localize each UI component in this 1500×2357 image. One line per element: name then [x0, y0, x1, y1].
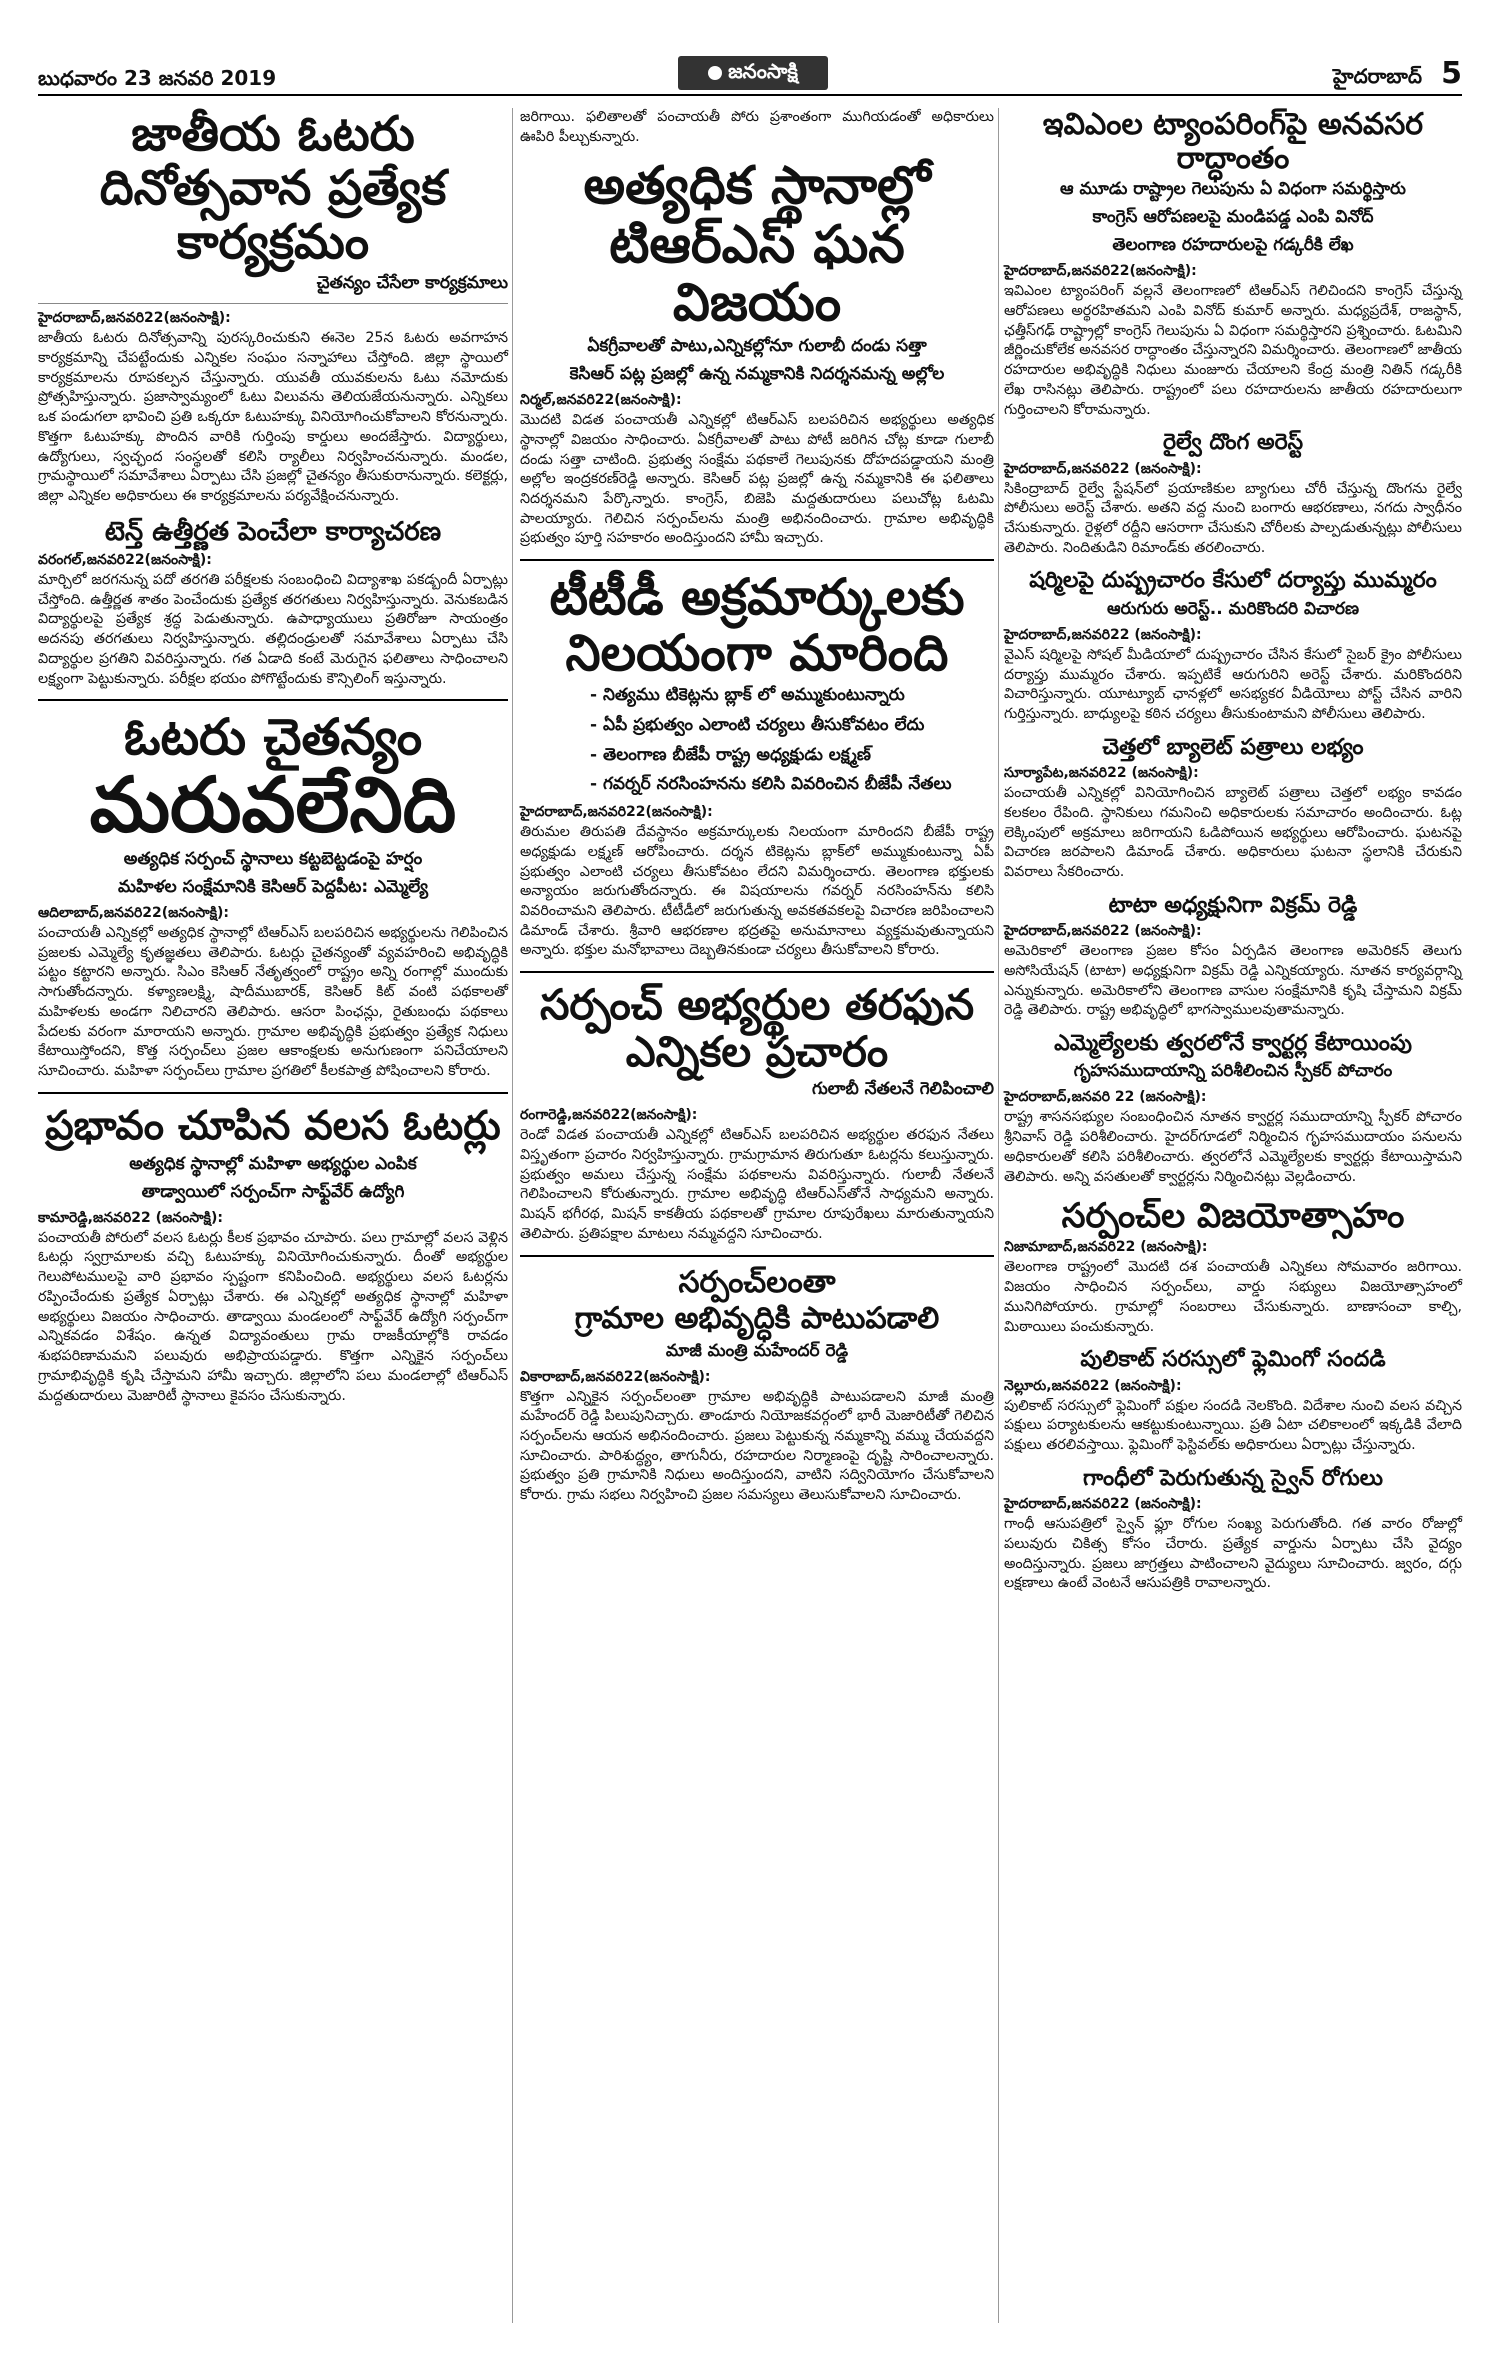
- highlight-item: - ఏపీ ప్రభుత్వం ఎలాంటి చర్యలు తీసుకోవటం లేదు: [590, 711, 994, 741]
- article-evm: [1004, 108, 1462, 420]
- article-body: తెలంగాణ రాష్ట్రంలో మొదటి దశ పంచాయతీ ఎన్నికలు సోమవారం జరిగాయి. విజయం సాధించిన సర్పంచ్‌లు, వార్డు సభ్యులు విజయోత్సాహంలో మునిగిపోయారు. గ్రామాల్లో సంబరాలు చేసుకున్నారు. బాణాసంచా కాల్చి, మిఠాయిలు పంచుకున్నారు.: [1004, 1259, 1462, 1335]
- dateline: హైదరాబాద్,జనవరి22 (జనంసాక్షి):: [1004, 626, 1202, 643]
- highlight-item: - నిత్యము టికెట్లను బ్లాక్ లో అమ్ముకుంటున్నారు: [590, 681, 994, 711]
- column-1: [38, 108, 508, 1416]
- highlight-item: - తెలంగాణ బీజేపీ రాష్ట్ర అధ్యక్షుడు లక్ష్మణ్: [590, 741, 994, 771]
- article-headline: టాటా అధ్యక్షునిగా విక్రమ్ రెడ్డి: [1108, 892, 1358, 918]
- dateline: కామారెడ్డి,జనవరి22 (జనంసాక్షి):: [38, 1209, 223, 1226]
- article-body: రాష్ట్ర శాసనసభ్యుల సంబంధించిన నూతన క్వార్టర్ల సముదాయాన్ని స్పీకర్ పోచారం శ్రీనివాస్ రెడ్డి పరిశీలించారు. హైదర్‌గూడలో నిర్మించిన గృహసముదాయం పనులను అధికారులతో కలిసి పరిశీలించారు. త్వరలోనే ఎమ్మెల్యేలకు క్వార్టర్లు కేటాయిస్తామని తెలిపారు. అన్ని వసతులతో క్వార్టర్లను నిర్మించినట్లు వెల్లడించారు.: [1004, 1109, 1462, 1185]
- article-subhead: ఆ మూడు రాష్ట్రాల గెలుపును ఏ విధంగా సమర్థిస్తారు: [1060, 179, 1406, 200]
- dateline: హైదరాబాద్,జనవరి22 (జనంసాక్షి):: [1004, 923, 1202, 940]
- article-headline: గాంధీలో పెరుగుతున్న స్వైన్ రోగులు: [1082, 1465, 1384, 1491]
- dateline: సూర్యాపేట,జనవరి22 (జనంసాక్షి):: [1004, 765, 1199, 782]
- issue-date: బుధవారం 23 జనవరి 2019: [38, 66, 277, 90]
- logo-text: జనంసాక్షి: [728, 58, 798, 83]
- dateline: నెల్లూరు,జనవరి22 (జనంసాక్షి):: [1004, 1377, 1182, 1394]
- article-subhead: మహిళల సంక్షేమానికి కెసిఆర్ పెద్దపీట: ఎమ్మెల్యే: [117, 877, 429, 898]
- dateline: వరంగల్,జనవరి22(జనంసాక్షి):: [38, 551, 212, 568]
- article-subhead: తాడ్వాయిలో సర్పంచ్‌గా సాఫ్ట్‌వేర్ ఉద్యోగి: [141, 1181, 405, 1202]
- article-trs-victory: [520, 157, 994, 549]
- article-headline: సర్పంచ్ అభ్యర్థుల తరఫున: [539, 980, 975, 1030]
- edition-city: హైదరాబాద్: [1332, 64, 1422, 88]
- article-body: వైఎస్ షర్మిలపై సోషల్ మీడియాలో దుష్ప్రచారం చేసిన కేసులో సైబర్ క్రైం పోలీసులు దర్యాప్తు ముమ్మరం చేశారు. ఇప్పటికే ఆరుగురిని అరెస్ట్ చేశారు. మరికొందరిని విచారిస్తున్నారు. యూట్యూబ్ ఛానళ్లలో అసభ్యకర వీడియోలు పోస్ట్ చేసిన వారిని గుర్తిస్తున్నారు. బాధ్యులపై కఠిన చర్యలు తీసుకుంటామని పోలీసులు తెలిపారు.: [1004, 646, 1462, 723]
- article-subhead: మాజీ మంత్రి మహేందర్ రెడ్డి: [665, 1340, 849, 1361]
- newspaper-logo: [678, 56, 828, 90]
- article-subhead: కాంగ్రెస్ ఆరోపణలపై మండిపడ్డ ఎంపి వినోద్: [1092, 207, 1374, 228]
- article-kicker: ఓటరు చైతన్యం: [123, 708, 423, 767]
- article-body: పంచాయతీ ఎన్నికల్లో అత్యధిక స్థానాల్లో టిఆర్ఎస్ బలపరిచిన అభ్యర్థులను గెలిపించిన ప్రజలకు ఎమ్మెల్యే కృతజ్ఞతలు తెలిపారు. ఓటర్లు చైతన్యంతో వ్యవహరించి అభివృద్ధికి పట్టం కట్టారని అన్నారు. సిఎం కెసిఆర్ నేతృత్వంలో రాష్ట్రం అన్ని రంగాల్లో ముందుకు సాగుతోందన్నారు. కళ్యాణలక్ష్మి, షాదీముబారక్, కెసిఆర్ కిట్ వంటి పథకాలతో మహిళలకు అండగా నిలిచారని తెలిపారు. ఆసరా పింఛన్లు, రైతుబంధు పథకాలు పేదలకు వరంగా మారాయని అన్నారు. గ్రామాల అభివృద్ధికి ప్రభుత్వం ప్రత్యేక నిధులు కేటాయిస్తోందని, కొత్త సర్పంచ్‌లు ప్రజల ఆకాంక్షలకు అనుగుణంగా పనిచేయాలని సూచించారు. మహిళా సర్పంచ్‌లు గ్రామాల ప్రగతిలో కీలకపాత్ర పోషించాలని కోరారు.: [38, 925, 508, 1080]
- column-3: [1004, 108, 1462, 1604]
- article-body: కొత్తగా ఎన్నికైన సర్పంచ్‌లంతా గ్రామాల అభివృద్ధికి పాటుపడాలని మాజీ మంత్రి మహేందర్ రెడ్డి పిలుపునిచ్చారు. తాండూరు నియోజకవర్గంలో భారీ మెజారిటీతో గెలిచిన సర్పంచ్‌లను ఆయన అభినందించారు. ప్రజలు పెట్టుకున్న నమ్మకాన్ని వమ్ము చేయవద్దని సూచించారు. పారిశుద్ధ్యం, తాగునీరు, రహదారుల నిర్మాణంపై దృష్టి సారించాలన్నారు. ప్రభుత్వం ప్రతి గ్రామానికి నిధులు అందిస్తుందని, వాటిని సద్వినియోగం చేసుకోవాలని కోరారు. గ్రామ సభలు నిర్వహించి ప్రజల సమస్యలు తెలుసుకోవాలని సూచించారు.: [520, 1388, 994, 1504]
- article-subhead: అత్యధిక స్థానాల్లో మహిళా అభ్యర్థుల ఎంపిక: [129, 1153, 417, 1174]
- article-railway-thief: [1004, 430, 1462, 558]
- article-headline: ఎన్నికల ప్రచారం: [625, 1027, 889, 1077]
- article-ttd: [520, 569, 994, 961]
- article-body: మార్చిలో జరగనున్న పదో తరగతి పరీక్షలకు సంబంధించి విద్యాశాఖ పకడ్బందీ ఏర్పాట్లు చేస్తోంది. ఉత్తీర్ణత శాతం పెంచేందుకు ప్రత్యేక తరగతులు నిర్వహిస్తున్నారు. వెనుకబడిన విద్యార్థులపై ప్రత్యేక శ్రద్ధ పెడుతున్నారు. ఉపాధ్యాయులు ప్రతిరోజూ సాయంత్రం అదనపు తరగతులు నిర్వహిస్తున్నారు. తల్లిదండ్రులతో సమావేశాలు ఏర్పాటు చేసి విద్యార్థుల ప్రగతిని వివరిస్తున్నారు. గత ఏడాది కంటే మెరుగైన ఫలితాలు సాధించాలని లక్ష్యంగా పెట్టుకున్నారు. పరీక్షల భయం పోగొట్టేందుకు కౌన్సిలింగ్ ఇస్తున్నారు.: [38, 571, 508, 687]
- article-headline: సర్పంచ్‌ల విజయోత్సాహం: [1061, 1196, 1405, 1237]
- article-sarpanch-development: [520, 1265, 994, 1506]
- article-subhead: అత్యధిక సర్పంచ్ స్థానాలు కట్టబెట్టడంపై హర్షం: [123, 849, 423, 870]
- article-body: ఇవిఎంల ట్యాంపరింగ్ వల్లనే తెలంగాణలో టిఆర్ఎస్ గెలిచిందని కాంగ్రెస్ చేస్తున్న ఆరోపణలు అర్థరహితమని ఎంపి వినోద్ కుమార్ అన్నారు. మధ్యప్రదేశ్, రాజస్థాన్, ఛత్తీస్‌గఢ్ రాష్ట్రాల్లో కాంగ్రెస్ గెలుపును ఏ విధంగా సమర్థిస్తారని ప్రశ్నించారు. ఓటమిని జీర్ణించుకోలేక అనవసర రాద్ధాంతం చేస్తున్నారని విమర్శించారు. తెలంగాణలో జాతీయ రహదారుల అభివృద్ధికి నిధులు మంజూరు చేయాలని కేంద్ర మంత్రి నితిన్ గడ్కరీకి లేఖ రాసినట్లు తెలిపారు. రాష్ట్రంలో పలు రహదారులను జాతీయ రహదారులుగా గుర్తించాలని కోరామన్నారు.: [1004, 283, 1462, 418]
- article-subhead: గృహసముదాయాన్ని పరిశీలించిన స్పీకర్ పోచారం: [1073, 1061, 1393, 1082]
- article-body: అమెరికాలో తెలంగాణ ప్రజల కోసం ఏర్పడిన తెలంగాణ అమెరికన్ తెలుగు అసోసియేషన్ (టాటా) అధ్యక్షునిగా విక్రమ్ రెడ్డి ఎన్నికయ్యారు. నూతన కార్యవర్గాన్ని ఎన్నుకున్నారు. అమెరికాలోని తెలంగాణ వాసుల సంక్షేమానికి కృషి చేస్తామని విక్రమ్ రెడ్డి తెలిపారు. రాష్ట్ర అభివృద్ధిలో భాగస్వాములవుతామన్నారు.: [1004, 943, 1462, 1019]
- article-headline: టెన్త్ ఉత్తీర్ణత పెంచేలా కార్యాచరణ: [104, 516, 442, 547]
- article-migrant-voters: [38, 1102, 508, 1406]
- article-headline: టీటీడీ అక్రమార్కులకు నిలయంగా మారింది: [549, 568, 965, 683]
- dateline: నిజామాబాద్,జనవరి22 (జనంసాక్షి):: [1004, 1239, 1208, 1256]
- article-subhead: తెలంగాణ రహదారులపై గడ్కరీకి లేఖ: [1112, 235, 1354, 256]
- article-headline: చెత్తలో బ్యాలెట్ పత్రాలు లభ్యం: [1102, 734, 1364, 760]
- article-body: పంచాయతీ ఎన్నికల్లో వినియోగించిన బ్యాలెట్ పత్రాలు చెత్తలో లభ్యం కావడం కలకలం రేపింది. స్థానికులు గమనించి అధికారులకు సమాచారం అందించారు. ఓట్ల లెక్కింపులో అక్రమాలు జరిగాయని ఓడిపోయిన అభ్యర్థులు ఆరోపించారు. ఘటనపై విచారణ జరపాలని డిమాండ్ చేశారు. అధికారులు ఘటనా స్థలానికి చేరుకుని వివరాలు సేకరించారు.: [1004, 785, 1462, 881]
- dateline: నిర్మల్,జనవరి22(జనంసాక్షి):: [520, 392, 682, 409]
- continued-text: జరిగాయి. ఫలితాలతో పంచాయతీ పోరు ప్రశాంతంగా ముగియడంతో అధికారులు ఊపిరి పీల్చుకున్నారు.: [520, 109, 994, 145]
- article-swine-flu: [1004, 1466, 1462, 1594]
- article-subhead: గులాబీ నేతలనే గెలిపించాలి: [812, 1079, 994, 1100]
- dateline: హైదరాబాద్,జనవరి22(జనంసాక్షి):: [520, 804, 713, 821]
- article-headline: అత్యధిక స్థానాల్లో టిఆర్ఎస్ ఘన విజయం: [583, 156, 931, 333]
- column-divider: [512, 108, 513, 2323]
- article-mla-quarters: [1004, 1031, 1462, 1187]
- article-headline: జాతీయ ఓటరు దినోత్సవాన ప్రత్యేక కార్యక్రమం: [99, 106, 447, 270]
- highlight-item: - గవర్నర్ నరసింహనను కలిసి వివరించిన బీజేపీ నేతలు: [590, 770, 994, 800]
- article-headline: పులికాట్ సరస్సులో ఫ్లెమింగో సందడి: [1080, 1347, 1386, 1373]
- dateline: హైదరాబాద్,జనవరి22(జనంసాక్షి):: [1004, 263, 1197, 280]
- article-body: మొదటి విడత పంచాయతీ ఎన్నికల్లో టిఆర్ఎస్ బలపరిచిన అభ్యర్థులు అత్యధిక స్థానాల్లో విజయం సాధించారు. ఏకగ్రీవాలతో పాటు పోటీ జరిగిన చోట్ల కూడా గులాబీ దండు సత్తా చాటింది. ప్రభుత్వ సంక్షేమ పథకాలే గెలుపునకు దోహదపడ్డాయని మంత్రి అల్లోల ఇంద్రకరణ్‌రెడ్డి అన్నారు. కెసిఆర్ పట్ల ప్రజల్లో ఉన్న నమ్మకానికి ఈ ఫలితాలు నిదర్శనమని పేర్కొన్నారు. కాంగ్రెస్, బిజెపి మద్దతుదారులు పలుచోట్ల ఓటమి పాలయ్యారు. గెలిచిన సర్పంచ్‌లను మంత్రి అభినందించారు. గ్రామాల అభివృద్ధికి ప్రభుత్వం పూర్తి సహకారం అందిస్తుందని హామీ ఇచ్చారు.: [520, 412, 994, 547]
- dateline: ఆదిలాబాద్,జనవరి22(జనంసాక్షి):: [38, 905, 230, 922]
- article-body: గాంధీ ఆసుపత్రిలో స్వైన్ ఫ్లూ రోగుల సంఖ్య పెరుగుతోంది. గత వారం రోజుల్లో పలువురు చికిత్స కోసం చేరారు. ప్రత్యేక వార్డును ఏర్పాటు చేసి వైద్యం అందిస్తున్నారు. ప్రజలు జాగ్రత్తలు పాటించాలని వైద్యులు సూచించారు. జ్వరం, దగ్గు లక్షణాలు ఉంటే వెంటనే ఆసుపత్రికి రావాలన్నారు.: [1004, 1516, 1462, 1592]
- article-subhead: చైతన్యం చేసేలా కార్యక్రమాలు: [316, 273, 508, 294]
- article-body: రెండో విడత పంచాయతీ ఎన్నికల్లో టిఆర్ఎస్ బలపరిచిన అభ్యర్థుల తరఫున నేతలు విస్తృతంగా ప్రచారం నిర్వహిస్తున్నారు. గ్రామగ్రామాన తిరుగుతూ ఓటర్లను కలుస్తున్నారు. ప్రభుత్వం అమలు చేస్తున్న సంక్షేమ పథకాలను వివరిస్తున్నారు. గులాబీ నేతలనే గెలిపించాలని కోరుతున్నారు. గ్రామాల అభివృద్ధి టిఆర్ఎస్‌తోనే సాధ్యమని అన్నారు. మిషన్ భగీరథ, మిషన్ కాకతీయ పథకాలతో గ్రామాల రూపురేఖలు మారుతున్నాయని తెలిపారు. ప్రతిపక్షాల మాటలు నమ్మవద్దని సూచించారు.: [520, 1127, 994, 1242]
- article-headline: ప్రభావం చూపిన వలస ఓటర్లు: [45, 1102, 501, 1149]
- column-divider: [998, 108, 999, 2323]
- logo-mark-icon: [708, 66, 722, 80]
- article-headline: ఇవిఎంల ట్యాంపరింగ్‌పై అనవసర రాద్ధాంతం: [1042, 107, 1424, 176]
- article-voters-day: [38, 108, 508, 507]
- article-body: పులికాట్ సరస్సులో ఫ్లెమింగో పక్షుల సందడి నెలకొంది. విదేశాల నుంచి వలస వచ్చిన పక్షులు పర్యాటకులను ఆకట్టుకుంటున్నాయి. ప్రతి ఏటా చలికాలంలో ఇక్కడికి వేలాది పక్షులు తరలివస్తాయి. ఫ్లెమింగో ఫెస్టివల్‌కు అధికారులు ఏర్పాట్లు చేస్తున్నారు.: [1004, 1397, 1462, 1454]
- dateline: వికారాబాద్,జనవరి22(జనంసాక్షి):: [520, 1368, 711, 1385]
- article-ballot-papers: [1004, 735, 1462, 883]
- article-body: జాతీయ ఓటరు దినోత్సవాన్ని పురస్కరించుకుని ఈనెల 25న ఓటరు అవగాహన కార్యక్రమాన్ని చేపట్టేందుకు ఎన్నికల సంఘం సన్నాహాలు చేస్తోంది. జిల్లా స్థాయిలో కార్యక్రమాలను రూపకల్పన చేస్తున్నారు. యువతీ యువకులను ఓటు నమోదుకు ప్రోత్సహిస్తున్నారు. ప్రజాస్వామ్యంలో ఓటు విలువను తెలియజేయనున్నారు. ఎన్నికలు ఒక పండుగలా భావించి ప్రతి ఒక్కరూ ఓటుహక్కు వినియోగించుకోవాలని కోరనున్నారు. కొత్తగా ఓటుహక్కు పొందిన వారికి గుర్తింపు కార్డులు అందజేస్తారు. విద్యార్థులు, ఉద్యోగులు, స్వచ్ఛంద సంస్థలతో కలిసి ర్యాలీలు నిర్వహించనున్నారు. మండల, గ్రామస్థాయిలో సమావేశాలు ఏర్పాటు చేసి ప్రజల్లో చైతన్యం తీసుకురానున్నారు. కలెక్టర్లు, జిల్లా ఎన్నికల అధికారులు ఈ కార్యక్రమాలను పర్యవేక్షించనున్నారు.: [38, 330, 508, 504]
- article-subhead: ఏకగ్రీవాలతో పాటు,ఎన్నికల్లోనూ గులాబీ దండు సత్తా: [587, 336, 927, 357]
- article-flamingo: [1004, 1347, 1462, 1456]
- article-headline: రైల్వే దొంగ అరెస్ట్: [1162, 430, 1304, 456]
- article-headline: షర్మిలపై దుష్ప్రచారం కేసులో దర్యాప్తు ముమ్మరం: [1029, 568, 1437, 594]
- article-headline: గ్రామాల అభివృద్ధికి పాటుపడాలి: [574, 1300, 940, 1336]
- article-sharmila: [1004, 568, 1462, 724]
- dateline: రంగారెడ్డి,జనవరి22(జనంసాక్షి):: [520, 1107, 698, 1124]
- dateline: హైదరాబాద్,జనవరి 22 (జనంసాక్షి):: [1004, 1089, 1207, 1106]
- dateline: హైదరాబాద్,జనవరి22 (జనంసాక్షి):: [1004, 460, 1202, 477]
- article-body: తిరుమల తిరుపతి దేవస్థానం అక్రమార్కులకు నిలయంగా మారిందని బీజేపీ రాష్ట్ర అధ్యక్షుడు లక్ష్మణ్ ఆరోపించారు. దర్శన టికెట్లను బ్లాక్‌లో అమ్ముకుంటున్నా ఏపీ ప్రభుత్వం ఎలాంటి చర్యలు తీసుకోవటం లేదని విమర్శించారు. తెలంగాణ భక్తులకు అన్యాయం జరుగుతోందన్నారు. ఈ విషయాలను గవర్నర్ నరసింహన్‌ను కలిసి వివరించామని తెలిపారు. టీటీడీలో జరుగుతున్న అవకతవకలపై విచారణ జరిపించాలని డిమాండ్ చేశారు. శ్రీవారి ఆభరణాల భద్రతపై అనుమానాలు వ్యక్తమవుతున్నాయని అన్నారు. భక్తుల మనోభావాలు దెబ్బతినకుండా చర్యలు తీసుకోవాలని కోరారు.: [520, 824, 994, 959]
- highlights-list: [520, 681, 994, 800]
- article-headline: ఎమ్మెల్యేలకు త్వరలోనే క్వార్టర్ల కేటాయింపు: [1054, 1031, 1412, 1056]
- column-2: [520, 108, 994, 1516]
- page-number: 5: [1441, 56, 1462, 91]
- article-tata-president: [1004, 893, 1462, 1021]
- dateline: హైదరాబాద్,జనవరి22(జనంసాక్షి):: [38, 310, 231, 327]
- article-voter-awareness: [38, 709, 508, 1082]
- dateline: హైదరాబాద్,జనవరి22 (జనంసాక్షి):: [1004, 1496, 1202, 1513]
- masthead: [38, 56, 1462, 96]
- article-body: సికింద్రాబాద్ రైల్వే స్టేషన్‌లో ప్రయాణికుల బ్యాగులు చోరీ చేస్తున్న దొంగను రైల్వే పోలీసులు అరెస్ట్ చేశారు. అతని వద్ద నుంచి బంగారు ఆభరణాలు, నగదు స్వాధీనం చేసుకున్నారు. రైళ్లలో రద్దీని ఆసరాగా చేసుకుని చోరీలకు పాల్పడుతున్నట్లు పోలీసులు తెలిపారు. నిందితుడిని రిమాండ్‌కు తరలించారు.: [1004, 480, 1462, 556]
- article-body: పంచాయతీ పోరులో వలస ఓటర్లు కీలక ప్రభావం చూపారు. పలు గ్రామాల్లో వలస వెళ్లిన ఓటర్లు స్వగ్రామాలకు వచ్చి ఓటుహక్కు వినియోగించుకున్నారు. దీంతో అభ్యర్థుల గెలుపోటములపై వారి ప్రభావం స్పష్టంగా కనిపించింది. అభ్యర్థులు వలస ఓటర్లను రప్పించేందుకు ప్రత్యేక ఏర్పాట్లు చేశారు. ఈ ఎన్నికల్లో అత్యధిక స్థానాల్లో మహిళా అభ్యర్థులు విజయం సాధించారు. తాడ్వాయి మండలంలో సాఫ్ట్‌వేర్ ఉద్యోగి సర్పంచ్‌గా ఎన్నికవడం విశేషం. ఉన్నత విద్యావంతులు గ్రామ రాజకీయాల్లోకి రావడం శుభపరిణామమని పలువురు అభిప్రాయపడ్డారు. కొత్తగా ఎన్నికైన సర్పంచ్‌లు గ్రామాభివృద్ధికి కృషి చేస్తామని హామీ ఇచ్చారు. జిల్లాలోని పలు మండలాల్లో టిఆర్ఎస్ మద్దతుదారులు మెజారిటీ స్థానాలు కైవసం చేసుకున్నారు.: [38, 1229, 508, 1404]
- article-sarpanch-joy: [1004, 1197, 1462, 1337]
- article-subhead: కెసిఆర్ పట్ల ప్రజల్లో ఉన్న నమ్మకానికి నిదర్శనమన్న అల్లోల: [569, 364, 945, 385]
- article-subhead: ఆరుగురు అరెస్ట్.. మరికొందరి విచారణ: [1106, 598, 1359, 619]
- article-campaign: [520, 981, 994, 1244]
- article-tenth-results: [38, 517, 508, 690]
- article-kicker: సర్పంచ్‌లంతా: [678, 1264, 836, 1300]
- article-headline: మరువలేనిది: [89, 760, 457, 850]
